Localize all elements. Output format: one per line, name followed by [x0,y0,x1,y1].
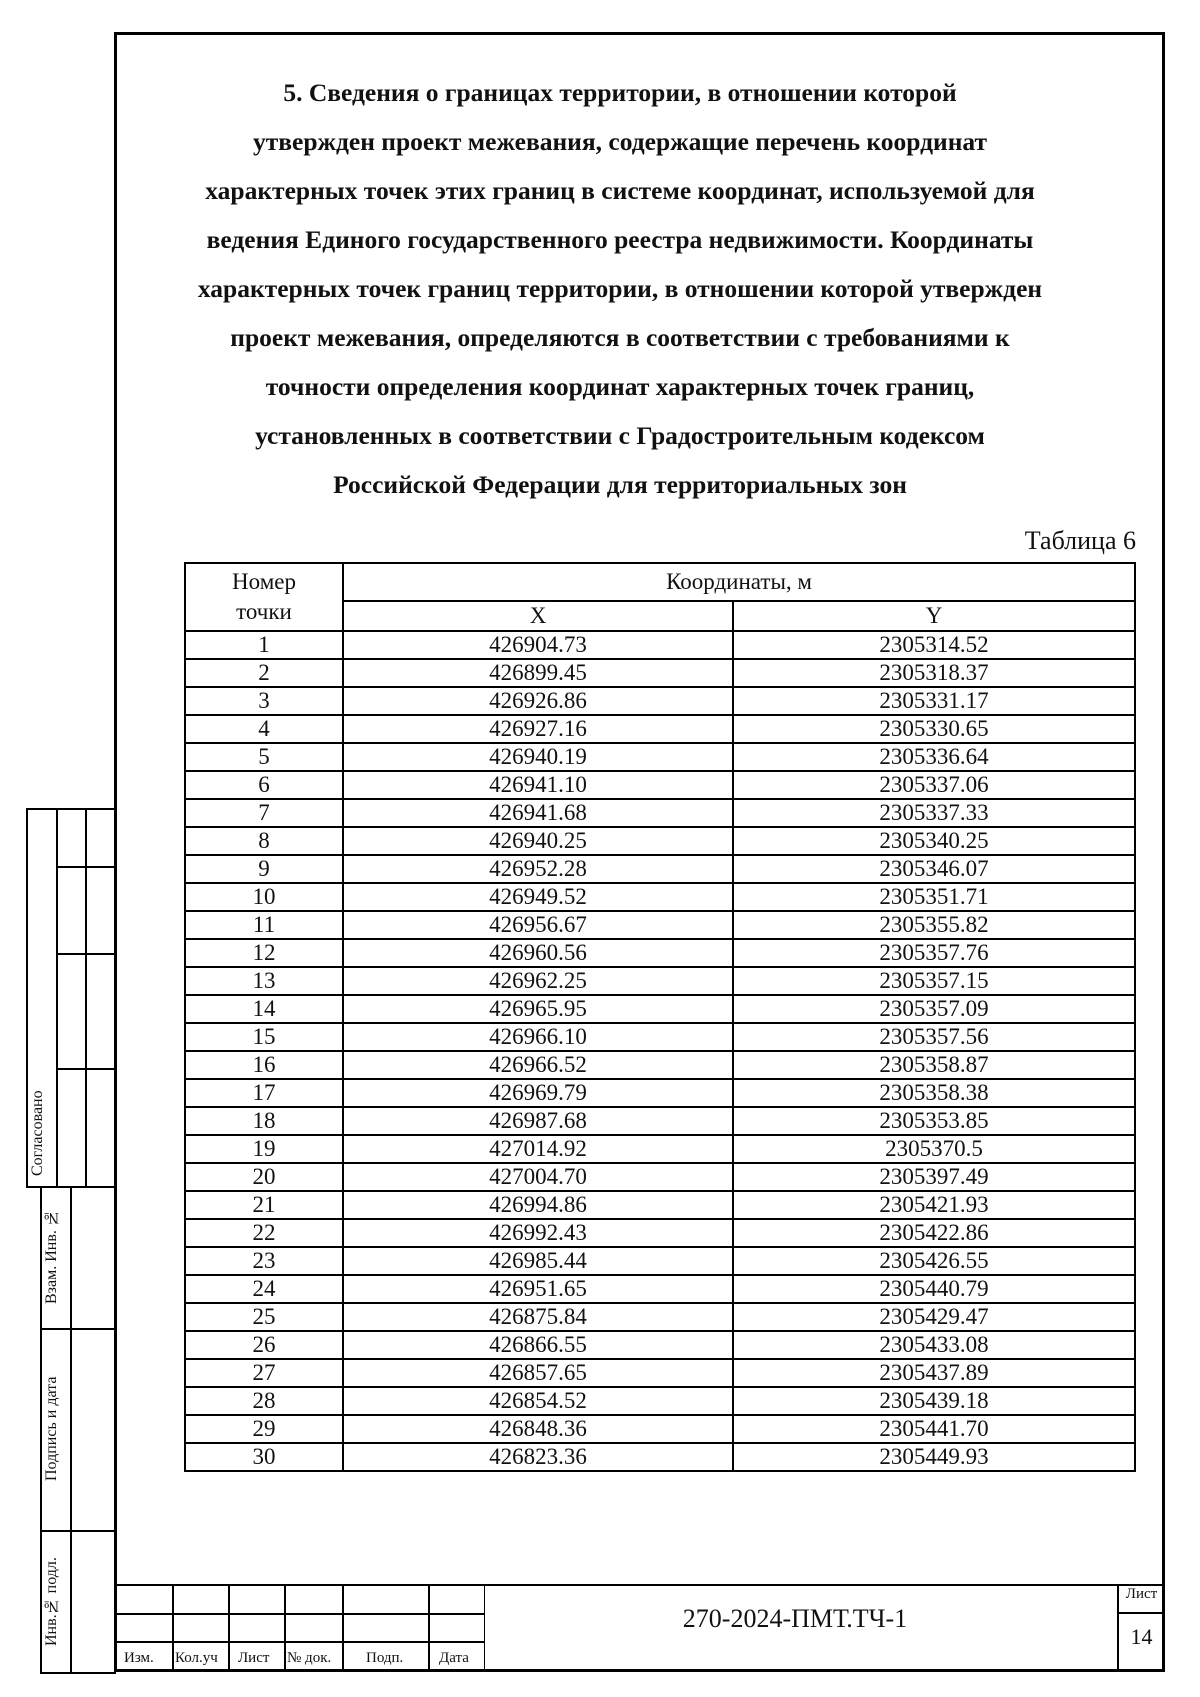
point-number-cell: 5 [185,743,343,771]
y-coordinate-cell: 2305449.93 [733,1443,1135,1471]
x-coordinate-cell: 426951.65 [343,1275,733,1303]
title-block-divider [1117,1612,1165,1614]
table-row [185,1387,1135,1415]
point-number-cell: 2 [185,659,343,687]
x-coordinate-cell: 426940.25 [343,827,733,855]
coordinates-table [184,562,1136,1472]
y-coordinate-cell: 2305314.52 [733,631,1135,659]
heading-line: установленных в соответствии с Градостроительным кодексом [255,421,985,450]
table-row [185,1415,1135,1443]
table-row [185,967,1135,995]
point-number-cell: 26 [185,1331,343,1359]
inv-no-label: Инв.№ подл. [43,1557,60,1647]
x-coordinate-cell: 426899.45 [343,659,733,687]
stamp-sheet-label: Лист [238,1650,270,1666]
point-number-cell: 29 [185,1415,343,1443]
point-number-cell: 14 [185,995,343,1023]
point-number-cell: 22 [185,1219,343,1247]
point-number-cell: 9 [185,855,343,883]
table-row [185,883,1135,911]
y-coordinate-cell: 2305346.07 [733,855,1135,883]
point-number-cell: 12 [185,939,343,967]
header-point-line2: точки [236,599,292,624]
y-coordinate-cell: 2305353.85 [733,1107,1135,1135]
x-coordinate-cell: 426960.56 [343,939,733,967]
sheet-label: Лист [1125,1586,1158,1602]
x-coordinate-cell: 426875.84 [343,1303,733,1331]
stamp-qty-label: Кол.уч [175,1650,218,1666]
point-number-cell: 20 [185,1163,343,1191]
point-number-cell: 28 [185,1387,343,1415]
document-code: 270-2024-ПМТ.ТЧ-1 [682,1604,908,1633]
strip-divider [56,808,58,1188]
x-coordinate-cell: 426985.44 [343,1247,733,1275]
point-number-cell: 21 [185,1191,343,1219]
x-coordinate-cell: 426949.52 [343,883,733,911]
table-row [185,1275,1135,1303]
point-number-cell: 7 [185,799,343,827]
table-row [185,771,1135,799]
y-coordinate-cell: 2305429.47 [733,1303,1135,1331]
stamp-cell [285,1614,343,1642]
point-number-cell: 18 [185,1107,343,1135]
heading-line: характерных точек этих границ в системе координат, используемой для [205,176,1035,205]
y-coordinate-cell: 2305357.56 [733,1023,1135,1051]
table-caption: Таблица 6 [1024,526,1136,555]
y-coordinate-cell: 2305370.5 [733,1135,1135,1163]
x-coordinate-cell: 426966.52 [343,1051,733,1079]
agreed-label: Согласовано [29,1090,46,1176]
stamp-date-label: Дата [439,1650,469,1666]
strip-divider [40,1328,116,1330]
stamp-cell [229,1614,285,1642]
table-row [185,687,1135,715]
y-coordinate-cell: 2305337.33 [733,799,1135,827]
x-coordinate-cell: 426956.67 [343,911,733,939]
strip-divider [56,866,116,868]
y-coordinate-cell: 2305433.08 [733,1331,1135,1359]
header-y: Y [733,601,1135,631]
point-number-cell: 24 [185,1275,343,1303]
y-coordinate-cell: 2305358.87 [733,1051,1135,1079]
stamp-cell [114,1584,173,1614]
heading-line: Российской Федерации для территориальных зон [333,470,907,499]
x-coordinate-cell: 426926.86 [343,687,733,715]
table-row [185,1331,1135,1359]
table-row [185,1079,1135,1107]
stamp-cell [173,1614,229,1642]
table-row [185,1443,1135,1471]
y-coordinate-cell: 2305437.89 [733,1359,1135,1387]
x-coordinate-cell: 426952.28 [343,855,733,883]
point-number-cell: 15 [185,1023,343,1051]
x-coordinate-cell: 427014.92 [343,1135,733,1163]
heading-line: проект межевания, определяются в соответствии с требованиями к [230,323,1010,352]
table-row [185,1107,1135,1135]
y-coordinate-cell: 2305357.15 [733,967,1135,995]
x-coordinate-cell: 426962.25 [343,967,733,995]
strip-divider [40,1530,116,1532]
stamp-change-label: Изм. [124,1650,154,1666]
y-coordinate-cell: 2305440.79 [733,1275,1135,1303]
y-coordinate-cell: 2305421.93 [733,1191,1135,1219]
point-number-cell: 17 [185,1079,343,1107]
point-number-cell: 19 [185,1135,343,1163]
stamp-sign-label: Подп. [366,1650,404,1666]
heading-line: 5. Сведения о границах территории, в отношении которой [283,78,957,107]
x-coordinate-cell: 426994.86 [343,1191,733,1219]
y-coordinate-cell: 2305351.71 [733,883,1135,911]
stamp-cell [285,1584,343,1614]
table-row [185,911,1135,939]
point-number-cell: 13 [185,967,343,995]
x-coordinate-cell: 426987.68 [343,1107,733,1135]
x-coordinate-cell: 426823.36 [343,1443,733,1471]
point-number-cell: 4 [185,715,343,743]
point-number-cell: 25 [185,1303,343,1331]
stamp-doc-label: № док. [287,1650,332,1666]
strip-divider [85,808,87,1188]
y-coordinate-cell: 2305357.76 [733,939,1135,967]
point-number-cell: 3 [185,687,343,715]
stamp-cell [173,1584,229,1614]
point-number-cell: 8 [185,827,343,855]
point-number-cell: 23 [185,1247,343,1275]
heading-line: точности определения координат характерных точек границ, [265,372,975,401]
x-coordinate-cell: 426904.73 [343,631,733,659]
heading-line: ведения Единого государственного реестра недвижимости. Координаты [206,225,1034,254]
stamp-cell [429,1584,485,1614]
header-coordinates: Координаты, м [343,563,1135,601]
x-coordinate-cell: 426866.55 [343,1331,733,1359]
stamp-cell [229,1584,285,1614]
point-number-cell: 10 [185,883,343,911]
x-coordinate-cell: 427004.70 [343,1163,733,1191]
header-point-number [185,563,343,631]
stamp-cell [343,1584,429,1614]
stamp-cell [343,1614,429,1642]
table-row [185,1219,1135,1247]
table-row [185,1191,1135,1219]
table-row [185,1051,1135,1079]
y-coordinate-cell: 2305336.64 [733,743,1135,771]
point-number-cell: 1 [185,631,343,659]
x-coordinate-cell: 426848.36 [343,1415,733,1443]
y-coordinate-cell: 2305426.55 [733,1247,1135,1275]
table-row [185,715,1135,743]
section-heading [140,68,1100,509]
x-coordinate-cell: 426927.16 [343,715,733,743]
y-coordinate-cell: 2305330.65 [733,715,1135,743]
y-coordinate-cell: 2305422.86 [733,1219,1135,1247]
point-number-cell: 30 [185,1443,343,1471]
y-coordinate-cell: 2305331.17 [733,687,1135,715]
table-row [185,995,1135,1023]
table-row [185,659,1135,687]
x-coordinate-cell: 426940.19 [343,743,733,771]
table-row [185,743,1135,771]
y-coordinate-cell: 2305357.09 [733,995,1135,1023]
table-row [185,631,1135,659]
x-coordinate-cell: 426857.65 [343,1359,733,1387]
y-coordinate-cell: 2305397.49 [733,1163,1135,1191]
table-row [185,1247,1135,1275]
point-number-cell: 16 [185,1051,343,1079]
x-coordinate-cell: 426969.79 [343,1079,733,1107]
strip-divider [70,1186,72,1674]
table-row [185,1135,1135,1163]
x-coordinate-cell: 426941.10 [343,771,733,799]
replace-inv-label: Взам. Инв. № [43,1209,60,1305]
y-coordinate-cell: 2305318.37 [733,659,1135,687]
x-coordinate-cell: 426992.43 [343,1219,733,1247]
table-row [185,855,1135,883]
heading-line: утвержден проект межевания, содержащие перечень координат [252,127,988,156]
x-coordinate-cell: 426941.68 [343,799,733,827]
table-row [185,1359,1135,1387]
strip-divider [56,1068,116,1070]
table-row [185,1163,1135,1191]
stamp-cell [114,1614,173,1642]
sign-date-label: Подпись и дата [43,1376,60,1482]
y-coordinate-cell: 2305441.70 [733,1415,1135,1443]
header-x: X [343,601,733,631]
y-coordinate-cell: 2305337.06 [733,771,1135,799]
table-row [185,1023,1135,1051]
x-coordinate-cell: 426965.95 [343,995,733,1023]
y-coordinate-cell: 2305439.18 [733,1387,1135,1415]
y-coordinate-cell: 2305355.82 [733,911,1135,939]
header-point-line1: Номер [232,569,296,594]
y-coordinate-cell: 2305358.38 [733,1079,1135,1107]
x-coordinate-cell: 426854.52 [343,1387,733,1415]
table-row [185,799,1135,827]
sheet-number: 14 [1130,1624,1153,1649]
strip-divider [56,953,116,955]
y-coordinate-cell: 2305340.25 [733,827,1135,855]
point-number-cell: 11 [185,911,343,939]
table-row [185,1303,1135,1331]
point-number-cell: 6 [185,771,343,799]
heading-line: характерных точек границ территории, в отношении которой утвержден [197,274,1043,303]
stamp-cell [429,1614,485,1642]
point-number-cell: 27 [185,1359,343,1387]
table-row [185,827,1135,855]
table-row [185,939,1135,967]
x-coordinate-cell: 426966.10 [343,1023,733,1051]
